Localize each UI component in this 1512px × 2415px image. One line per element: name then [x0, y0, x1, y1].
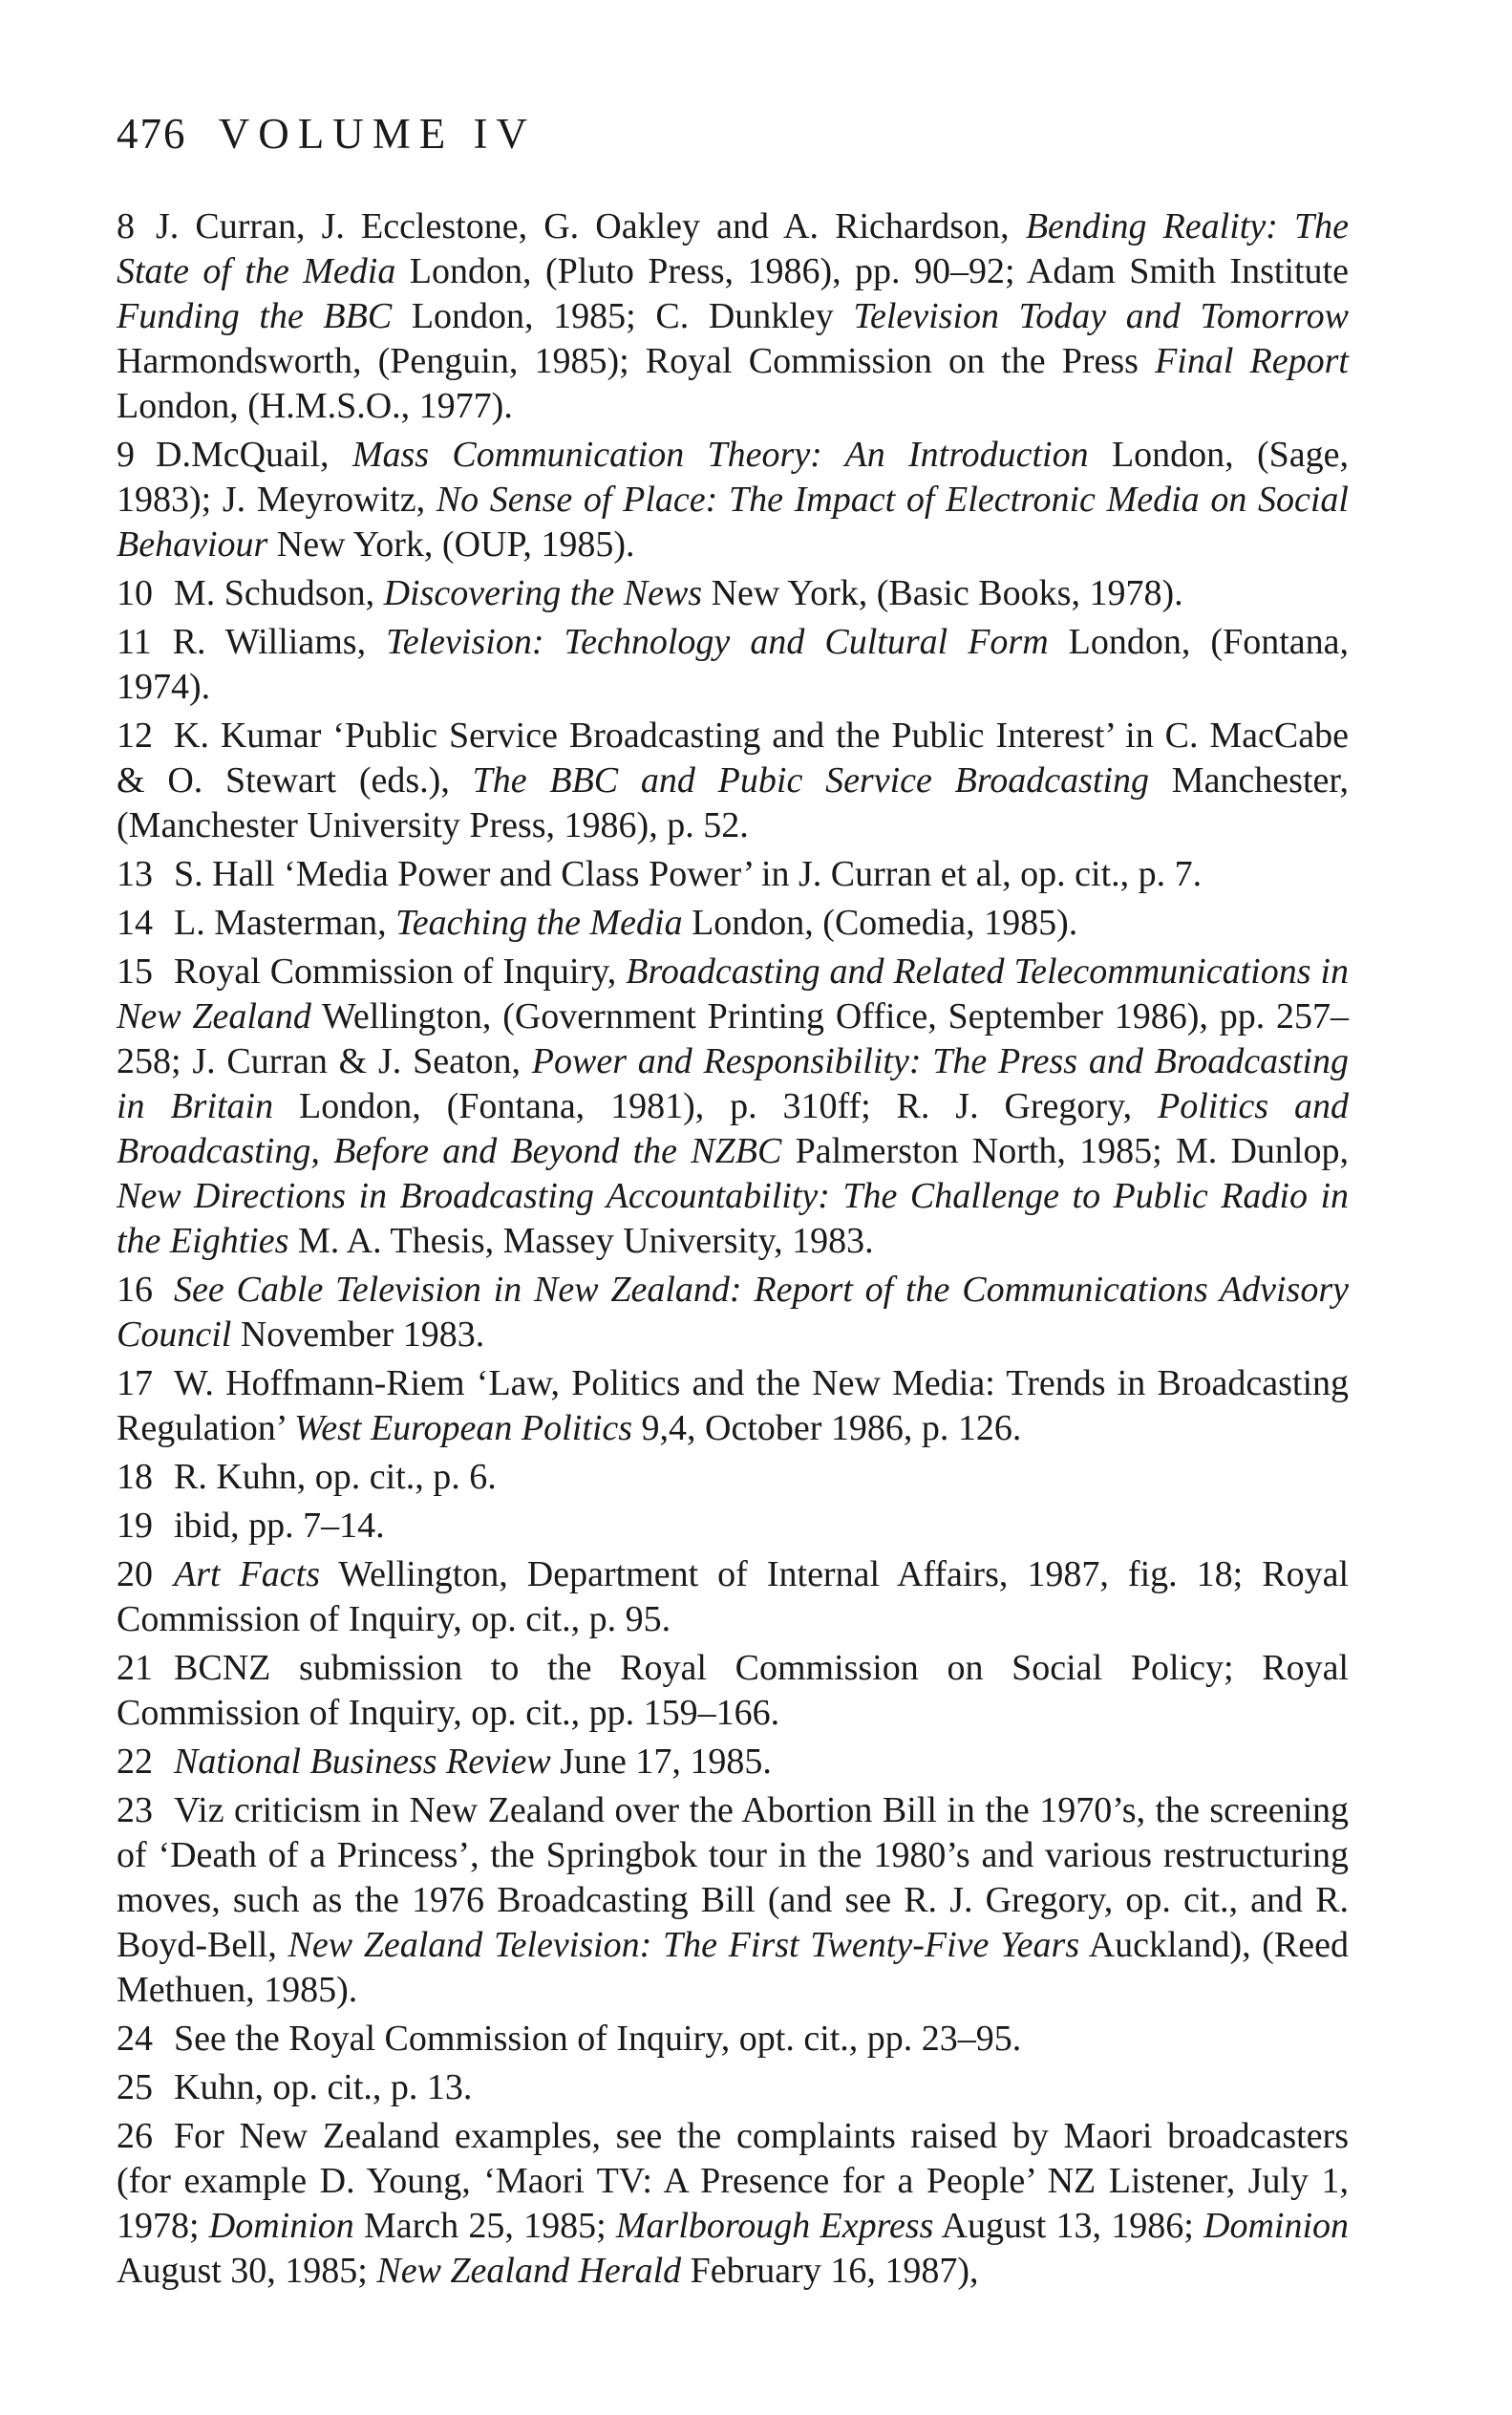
- endnote-10: [117, 571, 1349, 616]
- endnote-title-italic: No Sense of Place: The Impact of Electronic Media on Social Behaviour: [117, 480, 1349, 565]
- endnote-18: [117, 1455, 1349, 1500]
- endnote-number: 22: [117, 1742, 153, 1782]
- endnote-title-italic: New Directions in Broadcasting Accountability: The Challenge to Public Radio in the Eighties: [117, 1176, 1349, 1261]
- endnote-title-italic: Broadcasting and Related Telecommunications in New Zealand: [117, 951, 1349, 1037]
- endnote-title-italic: West European Politics: [294, 1408, 633, 1448]
- endnote-number: 11: [117, 622, 152, 662]
- endnote-number: 25: [117, 2067, 153, 2107]
- endnote-number: 16: [117, 1270, 153, 1310]
- endnote-text: London, 1985; C. Dunkley: [392, 296, 854, 336]
- endnote-title-italic: The BBC and Pubic Service Broadcasting: [472, 760, 1150, 801]
- endnote-text: S. Hall ‘Media Power and Class Power’ in J. Curran et al, op. cit., p. 7.: [174, 854, 1203, 894]
- endnote-text: See the Royal Commission of Inquiry, opt. cit., pp. 23–95.: [174, 2019, 1022, 2059]
- endnote-text: ibid, pp. 7–14.: [174, 1506, 385, 1546]
- endnote-text: R. Williams,: [172, 622, 387, 662]
- endnote-text: Palmerston North, 1985; M. Dunlop,: [781, 1131, 1349, 1171]
- endnote-number: 23: [117, 1790, 153, 1830]
- page-number: 476: [117, 110, 187, 158]
- endnote-number: 14: [117, 903, 153, 943]
- endnote-title-italic: Bending Reality: The State of the Media: [117, 206, 1349, 291]
- endnote-text: London, (Sage, 1983); J. Meyrowitz,: [117, 435, 1350, 520]
- endnote-text: J. Curran, J. Ecclestone, G. Oakley and A. Richardson,: [156, 206, 1026, 246]
- endnote-8: [117, 204, 1349, 429]
- endnote-25: [117, 2065, 1349, 2110]
- endnote-text: November 1983.: [231, 1314, 485, 1355]
- endnote-text: Royal Commission of Inquiry,: [174, 951, 627, 992]
- endnote-number: 10: [117, 573, 153, 613]
- endnote-title-italic: Funding the BBC: [117, 296, 393, 336]
- endnote-text: L. Masterman,: [174, 903, 396, 943]
- endnote-title-italic: Final Report: [1155, 341, 1349, 381]
- endnote-title-italic: Television: Technology and Cultural Form: [386, 622, 1049, 662]
- endnote-12: [117, 714, 1349, 848]
- endnote-text: London, (Comedia, 1985).: [682, 903, 1078, 943]
- endnote-title-italic: Dominion: [1203, 2206, 1350, 2246]
- endnote-14: [117, 901, 1349, 946]
- endnote-text: August 30, 1985;: [117, 2251, 377, 2291]
- endnote-text: Viz criticism in New Zealand over the Abortion Bill in the 1970’s, the screening of ‘Death of a Princess’, the Springbok tour in the 1980’s and various restructuring moves, such as the 1976 Broadcasting Bill (and see R. J. Gregory, op. cit., and R. Boyd-Bell,: [117, 1790, 1349, 1965]
- endnote-16: [117, 1268, 1349, 1357]
- endnote-23: [117, 1788, 1349, 2013]
- endnote-text: March 25, 1985;: [353, 2206, 616, 2246]
- endnote-text: M. Schudson,: [174, 573, 384, 613]
- endnote-11: [117, 620, 1349, 710]
- endnote-26: [117, 2114, 1349, 2294]
- running-title: VOLUME IV: [218, 110, 536, 158]
- endnote-text: K. Kumar ‘Public Service Broadcasting and the Public Interest’ in C. MacCabe & O. Stewart (eds.),: [117, 716, 1349, 801]
- endnote-text: June 17, 1985.: [550, 1742, 772, 1782]
- endnote-number: 13: [117, 854, 153, 894]
- endnote-number: 26: [117, 2116, 153, 2156]
- endnote-title-italic: See Cable Television in New Zealand: Report of the Communications Advisory Council: [117, 1270, 1349, 1355]
- endnote-number: 18: [117, 1457, 153, 1497]
- endnote-number: 21: [117, 1648, 153, 1688]
- endnote-number: 9: [117, 435, 135, 475]
- endnote-number: 24: [117, 2019, 153, 2059]
- endnote-20: [117, 1552, 1349, 1642]
- endnote-text: Harmondsworth, (Penguin, 1985); Royal Commission on the Press: [117, 341, 1156, 381]
- endnote-number: 20: [117, 1554, 153, 1594]
- endnote-text: Wellington, Department of Internal Affairs, 1987, fig. 18; Royal Commission of Inquiry, op. cit., p. 95.: [117, 1554, 1349, 1639]
- endnote-number: 19: [117, 1506, 153, 1546]
- endnote-text: Wellington, (Government Printing Office, September 1986), pp. 257–258; J. Curran & J. Seaton,: [117, 996, 1349, 1081]
- book-page: [117, 105, 1349, 2297]
- endnote-text: R. Kuhn, op. cit., p. 6.: [174, 1457, 497, 1497]
- endnote-number: 17: [117, 1363, 153, 1403]
- endnote-text: London, (H.M.S.O., 1977).: [117, 386, 513, 426]
- endnote-13: [117, 852, 1349, 897]
- endnote-title-italic: Television Today and Tomorrow: [853, 296, 1349, 336]
- endnote-text: For New Zealand examples, see the complaints raised by Maori broadcasters (for example D. Young, ‘Maori TV: A Presence for a People’ NZ Listener, July 1, 1978;: [117, 2116, 1349, 2246]
- endnote-text: 9,4, October 1986, p. 126.: [632, 1408, 1022, 1448]
- endnote-title-italic: Marlborough Express: [615, 2206, 934, 2246]
- endnote-19: [117, 1504, 1349, 1549]
- endnote-text: New York, (OUP, 1985).: [267, 524, 635, 565]
- endnote-15: [117, 950, 1349, 1264]
- endnote-text: D.McQuail,: [156, 435, 352, 475]
- endnote-17: [117, 1361, 1349, 1451]
- endnote-text: New York, (Basic Books, 1978).: [702, 573, 1183, 613]
- endnote-text: February 16, 1987),: [681, 2251, 979, 2291]
- endnote-title-italic: Dominion: [208, 2206, 354, 2246]
- endnote-title-italic: Discovering the News: [383, 573, 703, 613]
- endnote-text: W. Hoffmann-Riem ‘Law, Politics and the New Media: Trends in Broadcasting Regulation’: [117, 1363, 1349, 1448]
- endnote-title-italic: New Zealand Herald: [376, 2251, 682, 2291]
- running-head: [117, 105, 1349, 162]
- endnote-text: London, (Fontana, 1974).: [117, 622, 1349, 707]
- endnote-22: [117, 1740, 1349, 1785]
- endnote-text: Kuhn, op. cit., p. 13.: [174, 2067, 473, 2107]
- endnote-title-italic: Teaching the Media: [395, 903, 683, 943]
- endnote-9: [117, 433, 1349, 567]
- endnote-title-italic: National Business Review: [174, 1742, 551, 1782]
- endnote-title-italic: Power and Responsibility: The Press and Broadcasting in Britain: [117, 1041, 1349, 1126]
- endnote-text: BCNZ submission to the Royal Commission on Social Policy; Royal Commission of Inquiry, op. cit., pp. 159–166.: [117, 1648, 1349, 1733]
- endnote-title-italic: New Zealand Television: The First Twenty-Five Years: [287, 1925, 1080, 1965]
- endnote-21: [117, 1646, 1349, 1736]
- endnote-text: Manchester, (Manchester University Press, 1986), p. 52.: [117, 760, 1350, 845]
- endnotes-list: [117, 204, 1349, 2294]
- endnote-text: London, (Fontana, 1981), p. 310ff; R. J. Gregory,: [273, 1086, 1158, 1126]
- endnote-text: M. A. Thesis, Massey University, 1983.: [288, 1221, 874, 1261]
- endnote-number: 8: [117, 206, 135, 246]
- endnote-title-italic: Mass Communication Theory: An Introduction: [351, 435, 1089, 475]
- endnote-text: Auckland), (Reed Methuen, 1985).: [117, 1925, 1350, 2010]
- endnote-title-italic: Art Facts: [174, 1554, 321, 1594]
- endnote-number: 12: [117, 716, 153, 756]
- endnote-24: [117, 2017, 1349, 2062]
- endnote-number: 15: [117, 951, 153, 992]
- endnote-text: August 13, 1986;: [933, 2206, 1204, 2246]
- endnote-text: London, (Pluto Press, 1986), pp. 90–92; Adam Smith Institute: [395, 251, 1349, 291]
- endnote-title-italic: Politics and Broadcasting, Before and Beyond the NZBC: [117, 1086, 1349, 1171]
